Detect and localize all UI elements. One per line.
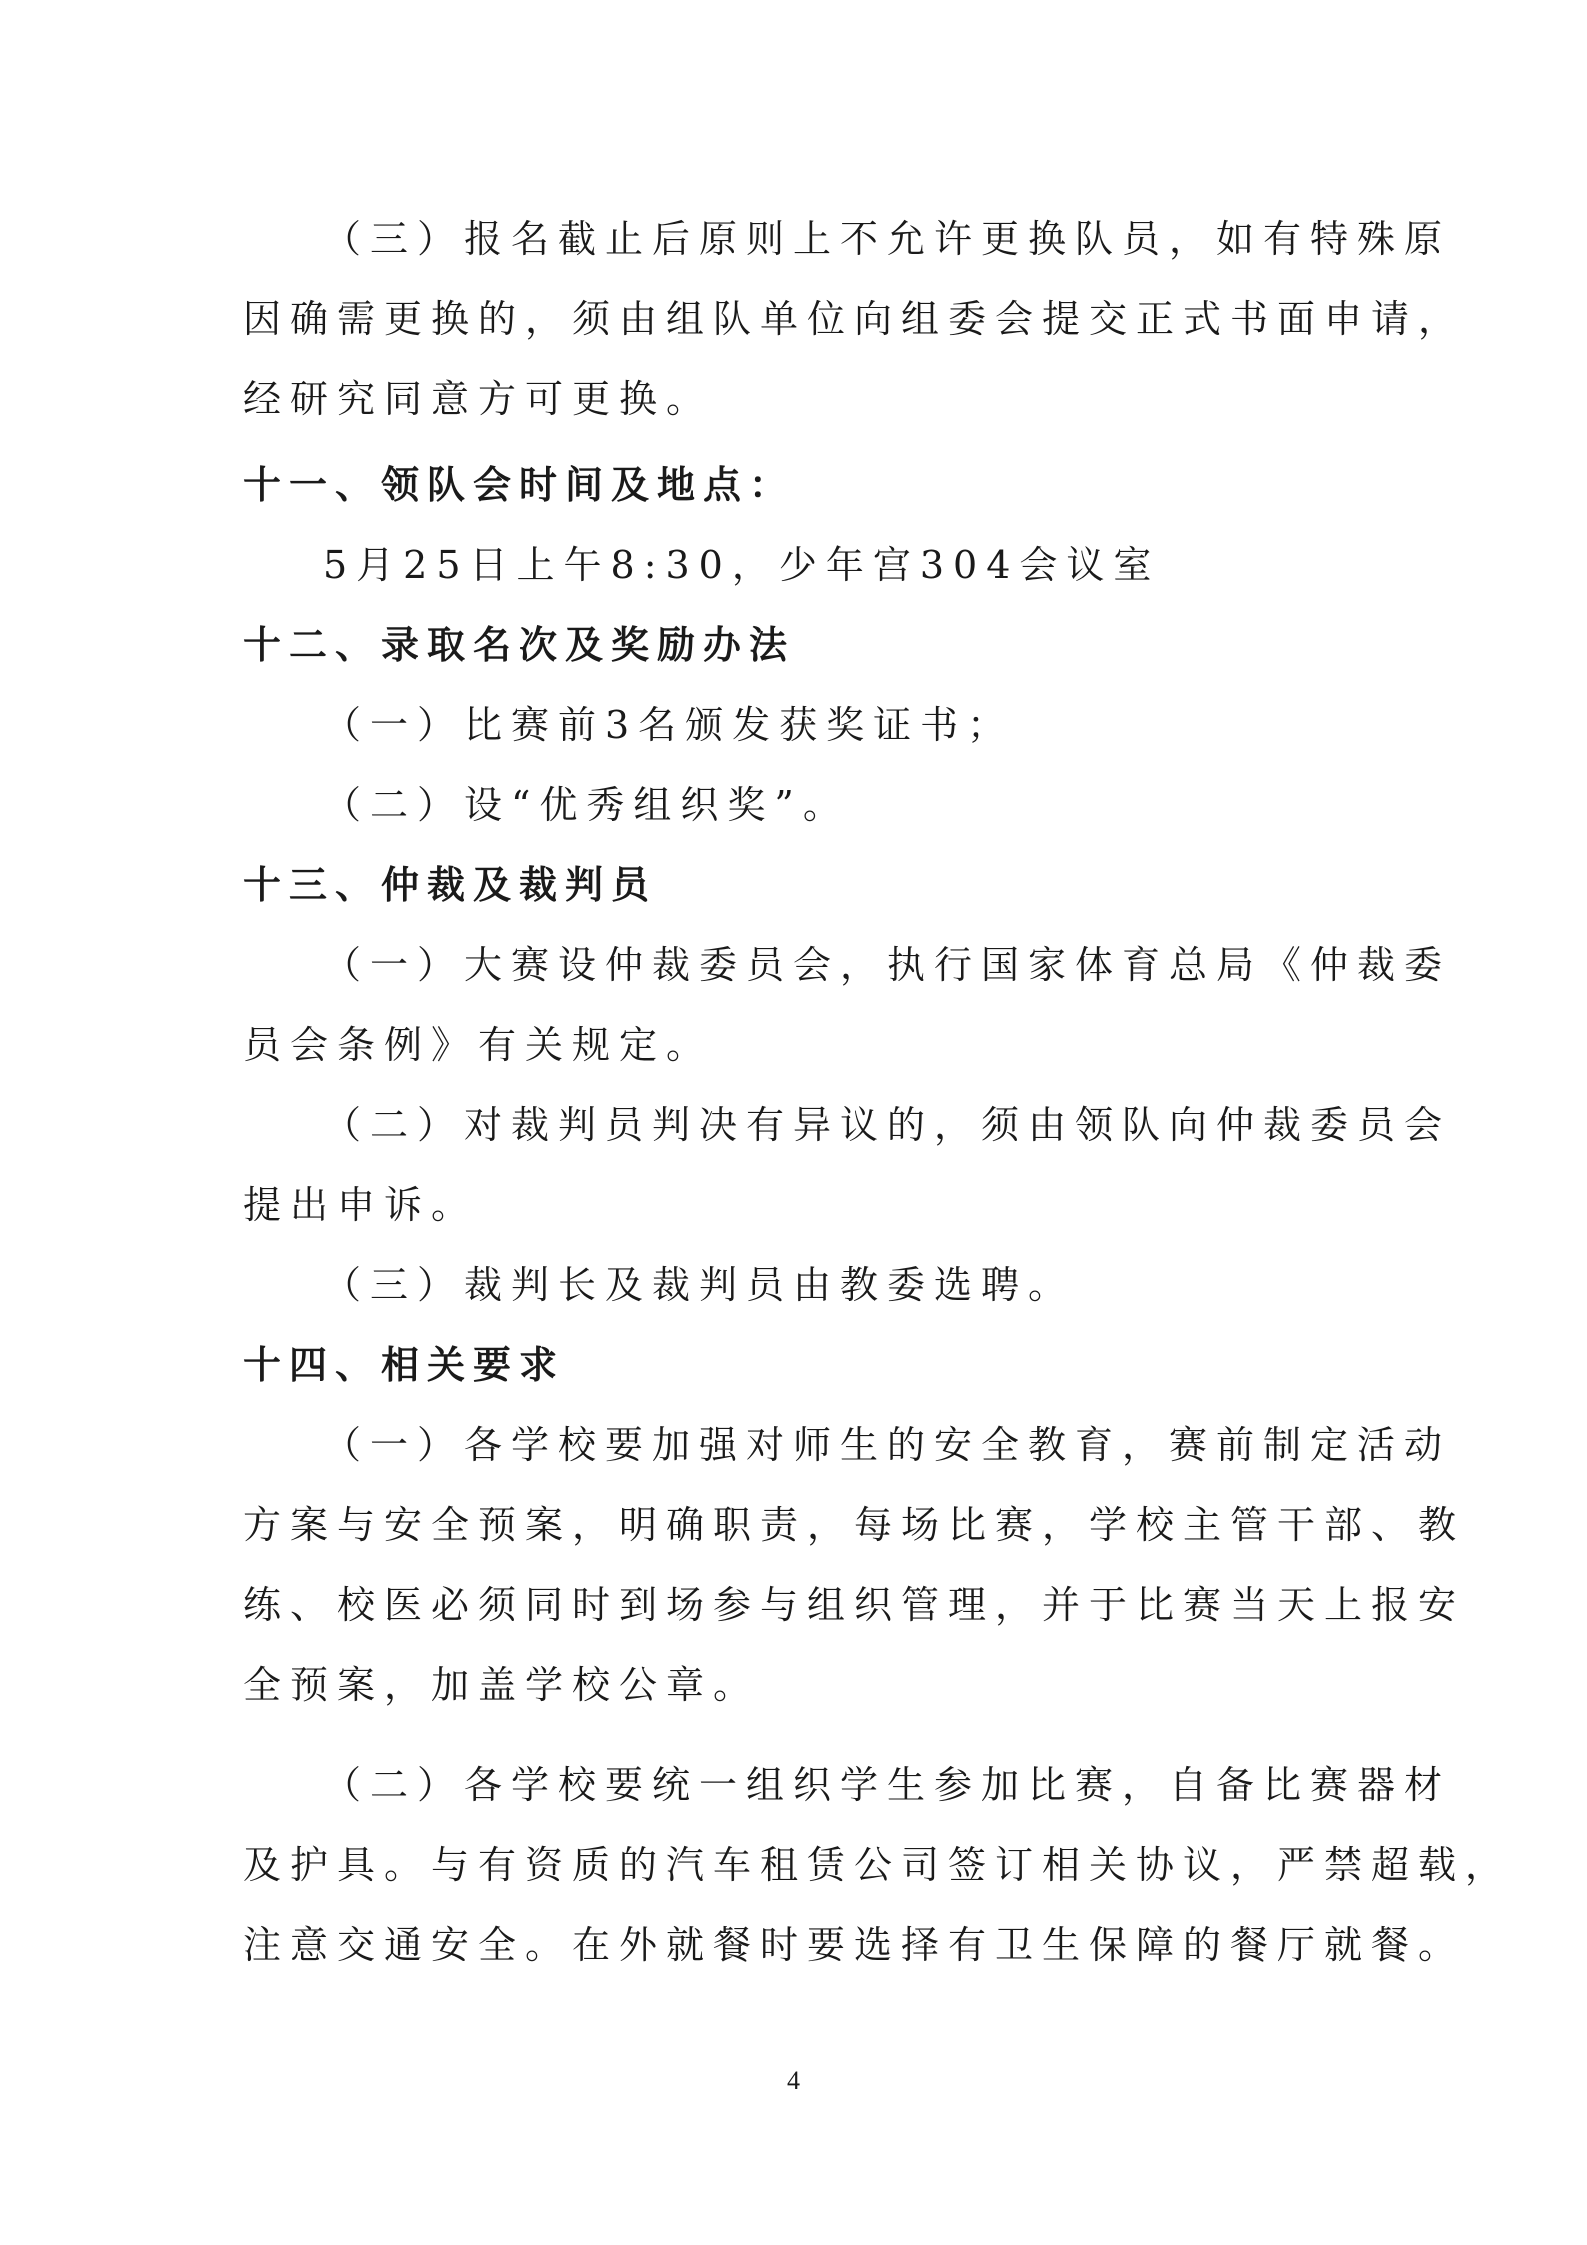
paragraph-line: （二）设“优秀组织奖”。: [323, 783, 850, 827]
paragraph-line: 5月25日上午8:30，少年宫304会议室: [323, 543, 1161, 587]
paragraph-line: 方案与安全预案，明确职责，每场比赛，学校主管干部、教: [243, 1503, 1466, 1547]
section-heading: 十四、相关要求: [243, 1343, 566, 1387]
section-heading: 十一、领队会时间及地点：: [243, 463, 796, 507]
paragraph-line: （三）裁判长及裁判员由教委选聘。: [323, 1263, 1076, 1307]
paragraph-line: 及护具。与有资质的汽车租赁公司签订相关协议，严禁超载，: [243, 1843, 1513, 1887]
paragraph-line: 提出申诉。: [243, 1183, 479, 1227]
paragraph-line: （二）各学校要统一组织学生参加比赛，自备比赛器材: [323, 1763, 1452, 1807]
paragraph-line: （三）报名截止后原则上不允许更换队员，如有特殊原: [323, 217, 1452, 261]
paragraph-line: 因确需更换的，须由组队单位向组委会提交正式书面申请，: [243, 297, 1466, 341]
section-heading: 十三、仲裁及裁判员: [243, 863, 658, 907]
paragraph-line: （一）比赛前3名颁发获奖证书；: [323, 703, 1015, 747]
page-number: 4: [787, 2066, 800, 2095]
paragraph-line: 全预案，加盖学校公章。: [243, 1663, 761, 1707]
paragraph-line: 经研究同意方可更换。: [243, 377, 714, 421]
paragraph-line: 注意交通安全。在外就餐时要选择有卫生保障的餐厅就餐。: [243, 1923, 1466, 1967]
paragraph-line: 员会条例》有关规定。: [243, 1023, 714, 1067]
paragraph-line: （一）大赛设仲裁委员会，执行国家体育总局《仲裁委: [323, 943, 1452, 987]
paragraph-line: 练、校医必须同时到场参与组织管理，并于比赛当天上报安: [243, 1583, 1466, 1627]
paragraph-line: （一）各学校要加强对师生的安全教育，赛前制定活动: [323, 1423, 1452, 1467]
paragraph-line: （二）对裁判员判决有异议的，须由领队向仲裁委员会: [323, 1103, 1452, 1147]
section-heading: 十二、录取名次及奖励办法: [243, 623, 796, 667]
